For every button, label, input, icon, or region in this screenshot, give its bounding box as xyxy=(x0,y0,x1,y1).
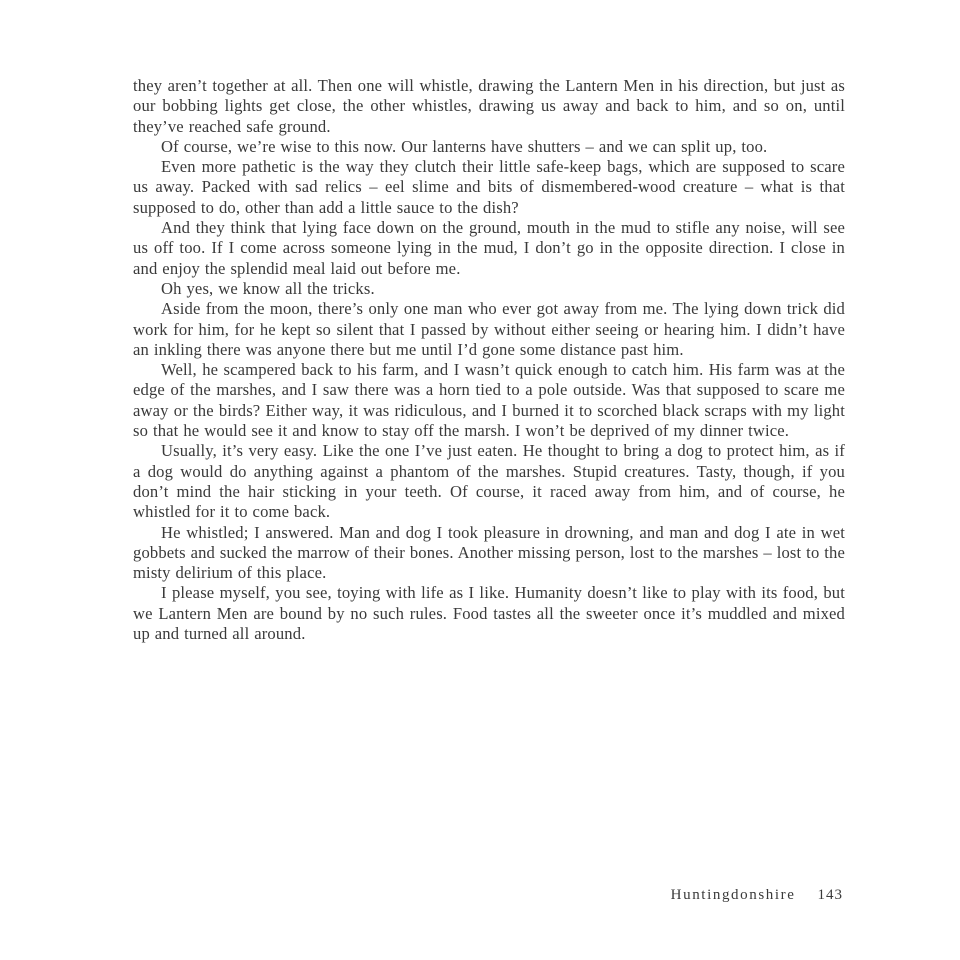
page-number: 143 xyxy=(817,887,843,903)
paragraph: Even more pathetic is the way they clutch their little safe-keep bags, which are supposed to scare us away. Packed with sad relics – eel slime and bits of dismembered-wood creature – what is that supposed to do, other than add a little sauce to the dish? xyxy=(133,157,845,217)
paragraph: Well, he scampered back to his farm, and I wasn’t quick enough to catch him. His farm was at the edge of the marshes, and I saw there was a horn tied to a pole outside. Was that supposed to scare me away or the birds? Either way, it was ridiculous, and I burned it to scorched black scraps with my light so that he would see it and know to stay off the marsh. I won’t be deprived of my dinner twice. xyxy=(133,360,845,441)
paragraph: Usually, it’s very easy. Like the one I’ve just eaten. He thought to bring a dog to protect him, as if a dog would do anything against a phantom of the marshes. Stupid creatures. Tasty, though, if you don’t mind the hair sticking in your teeth. Of course, it raced away from him, and of course, he whistled for it to come back. xyxy=(133,441,845,522)
paragraph: Oh yes, we know all the tricks. xyxy=(161,278,375,298)
paragraph: they aren’t together at all. Then one will whistle, drawing the Lantern Men in his direction, but just as our bobbing lights get close, the other whistles, drawing us away and back to him, and so on, until they’ve reached safe ground. xyxy=(133,76,845,136)
running-title: Huntingdonshire xyxy=(670,887,796,903)
page-footer xyxy=(671,886,843,904)
paragraph: Aside from the moon, there’s only one man who ever got away from me. The lying down trick did work for him, for he kept so silent that I passed by without either seeing or hearing him. I didn’t have an inkling there was anyone there but me until I’d gone some distance past him. xyxy=(133,299,845,359)
paragraph: Of course, we’re wise to this now. Our lanterns have shutters – and we can split up, too. xyxy=(161,136,768,156)
paragraph: I please myself, you see, toying with life as I like. Humanity doesn’t like to play with its food, but we Lantern Men are bound by no such rules. Food tastes all the sweeter once it’s muddled and mixed up and turned all around. xyxy=(133,583,845,644)
paragraph: He whistled; I answered. Man and dog I took pleasure in drowning, and man and dog I ate in wet gobbets and sucked the marrow of their bones. Another missing person, lost to the marshes – lost to the misty delirium of this place. xyxy=(133,522,846,583)
body-text xyxy=(133,76,845,644)
paragraph: And they think that lying face down on the ground, mouth in the mud to stifle any noise, will see us off too. If I come across someone lying in the mud, I don’t go in the opposite direction. I close in and enjoy the splendid meal laid out before me. xyxy=(133,218,845,278)
